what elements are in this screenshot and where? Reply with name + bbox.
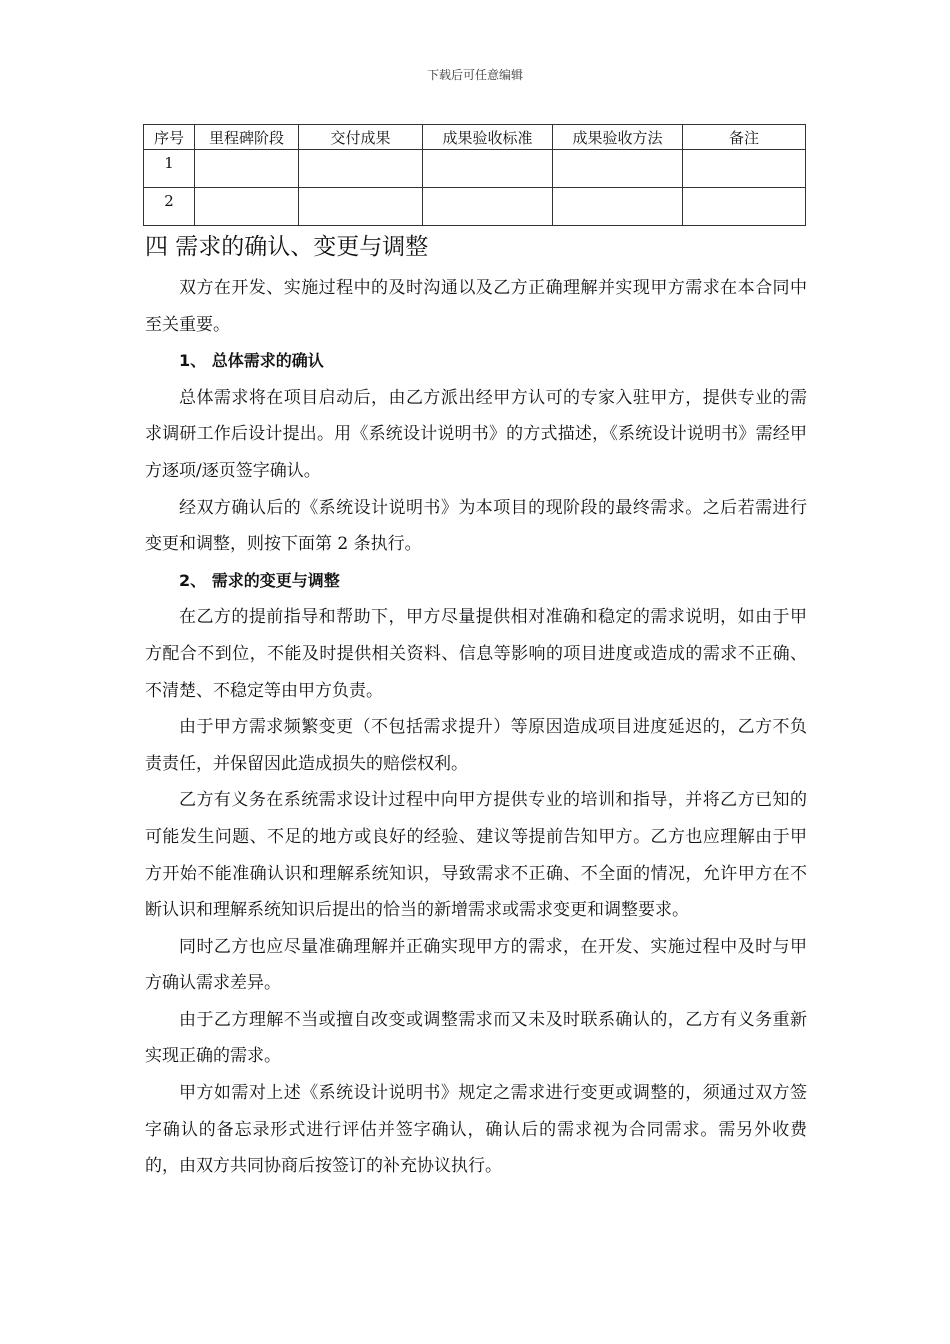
table-cell	[423, 188, 553, 226]
table-cell	[195, 188, 299, 226]
table-cell	[423, 150, 553, 188]
table-cell: 2	[144, 188, 195, 226]
subsection-title-1: 1、 总体需求的确认	[179, 351, 324, 371]
header-cell-index: 序号	[144, 125, 195, 150]
body-paragraph: 同时乙方也应尽量准确理解并正确实现甲方的需求，在开发、实施过程中及时与甲方确认需求差异。	[145, 936, 807, 994]
body-paragraph: 甲方如需对上述《系统设计说明书》规定之需求进行变更或调整的，须通过双方签字确认的备忘录形式进行评估并签字确认，确认后的需求视为合同需求。需另外收费的，由双方共同协商后按签订的补充协议执行。	[145, 1083, 807, 1177]
table-cell	[299, 150, 423, 188]
header-cell-deliverable: 交付成果	[299, 125, 423, 150]
header-cell-remarks: 备注	[683, 125, 806, 150]
table-cell	[683, 150, 806, 188]
table-cell	[683, 188, 806, 226]
body-paragraph: 由于甲方需求频繁变更（不包括需求提升）等原因造成项目进度延迟的，乙方不负责责任，并保留因此造成损失的赔偿权利。	[145, 717, 807, 774]
table-cell	[553, 188, 683, 226]
body-paragraph: 由于乙方理解不当或擅自改变或调整需求而又未及时联系确认的，乙方有义务重新实现正确的需求。	[145, 1009, 807, 1067]
body-paragraph: 经双方确认后的《系统设计说明书》为本项目的现阶段的最终需求。之后若需进行变更和调整，则按下面第 2 条执行。	[145, 497, 807, 555]
table-cell: 1	[144, 150, 195, 188]
body-paragraph: 总体需求将在项目启动后，由乙方派出经甲方认可的专家入驻甲方，提供专业的需求调研工作后设计提出。用《系统设计说明书》的方式描述，《系统设计说明书》需经甲方逐项/逐页签字确认。	[145, 387, 807, 481]
document-body	[145, 228, 807, 1185]
table-row	[144, 150, 806, 188]
table-cell	[299, 188, 423, 226]
body-paragraph: 在乙方的提前指导和帮助下，甲方尽量提供相对准确和稳定的需求说明，如由于甲方配合不到位，不能及时提供相关资料、信息等影响的项目进度或造成的需求不正确、不清楚、不稳定等由甲方负责。	[145, 607, 807, 701]
intro-paragraph: 双方在开发、实施过程中的及时沟通以及乙方正确理解并实现甲方需求在本合同中至关重要。	[145, 278, 807, 335]
table-cell	[195, 150, 299, 188]
subsection-title-2: 2、 需求的变更与调整	[179, 570, 340, 590]
section-title: 四 需求的确认、变更与调整	[145, 234, 429, 260]
body-paragraph: 乙方有义务在系统需求设计过程中向甲方提供专业的培训和指导，并将乙方已知的可能发生问题、不足的地方或良好的经验、建议等提前告知甲方。乙方也应理解由于甲方开始不能准确认识和理解系统知识，导致需求不正确、不全面的情况，允许甲方在不断认识和理解系统知识后提出的恰当的新增需求或需求变更和调整要求。	[145, 790, 807, 921]
page-header-watermark: 下载后可任意编辑	[426, 68, 523, 82]
header-cell-acceptance-method: 成果验收方法	[553, 125, 683, 150]
header-cell-acceptance-standard: 成果验收标准	[423, 125, 553, 150]
table-cell	[553, 150, 683, 188]
table-header-row	[144, 125, 806, 150]
header-cell-milestone: 里程碑阶段	[195, 125, 299, 150]
table-row	[144, 188, 806, 226]
milestone-table	[143, 124, 806, 226]
